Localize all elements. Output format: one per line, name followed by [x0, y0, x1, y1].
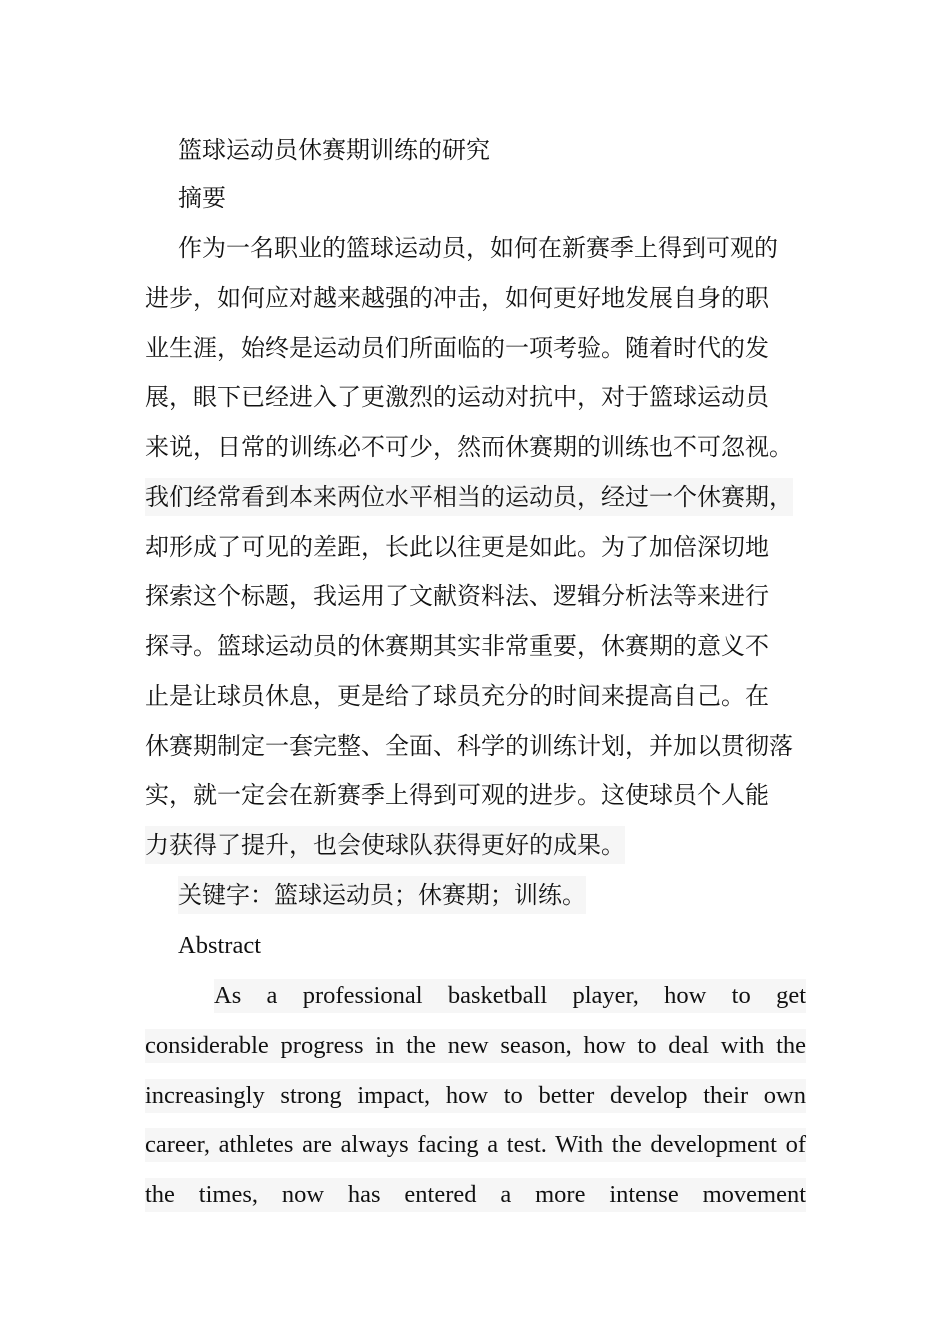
abstract-zh-line: 作为一名职业的篮球运动员，如何在新赛季上得到可观的: [178, 234, 778, 262]
abstract-zh-line: 探索这个标题，我运用了文献资料法、逻辑分析法等来进行: [145, 582, 769, 610]
abstract-zh-line: 我们经常看到本来两位水平相当的运动员，经过一个休赛期，: [145, 478, 793, 516]
keywords-zh: 关键字：篮球运动员；休赛期；训练。: [178, 876, 586, 914]
document-title: 篮球运动员休赛期训练的研究: [178, 136, 490, 164]
abstract-zh-line: 却形成了可见的差距，长此以往更是如此。为了加倍深切地: [145, 533, 769, 561]
abstract-zh-line: 探寻。篮球运动员的休赛期其实非常重要，休赛期的意义不: [145, 632, 769, 660]
abstract-en-line: As a professional basketball player, how to get: [214, 979, 806, 1013]
abstract-zh-line: 进步，如何应对越来越强的冲击，如何更好地发展自身的职: [145, 284, 769, 312]
abstract-zh-line: 业生涯，始终是运动员们所面临的一项考验。随着时代的发: [145, 334, 769, 362]
abstract-en-line: considerable progress in the new season, how to deal with the: [145, 1029, 806, 1063]
abstract-zh-line: 实，就一定会在新赛季上得到可观的进步。这使球员个人能: [145, 781, 769, 809]
abstract-heading-zh: 摘要: [178, 184, 226, 212]
abstract-zh-line: 止是让球员休息，更是给了球员充分的时间来提高自己。在: [145, 682, 769, 710]
abstract-zh-line: 休赛期制定一套完整、全面、科学的训练计划，并加以贯彻落: [145, 732, 793, 760]
abstract-en-line: the times, now has entered a more intense movement: [145, 1178, 806, 1212]
abstract-zh-line: 展，眼下已经进入了更激烈的运动对抗中，对于篮球运动员: [145, 383, 769, 411]
abstract-zh-line: 来说，日常的训练必不可少，然而休赛期的训练也不可忽视。: [145, 433, 793, 461]
abstract-zh-line: 力获得了提升，也会使球队获得更好的成果。: [145, 826, 625, 864]
abstract-en-line: career, athletes are always facing a test. With the development of: [145, 1128, 806, 1162]
abstract-heading-en: Abstract: [178, 932, 261, 959]
abstract-en-line: increasingly strong impact, how to better develop their own: [145, 1079, 806, 1113]
